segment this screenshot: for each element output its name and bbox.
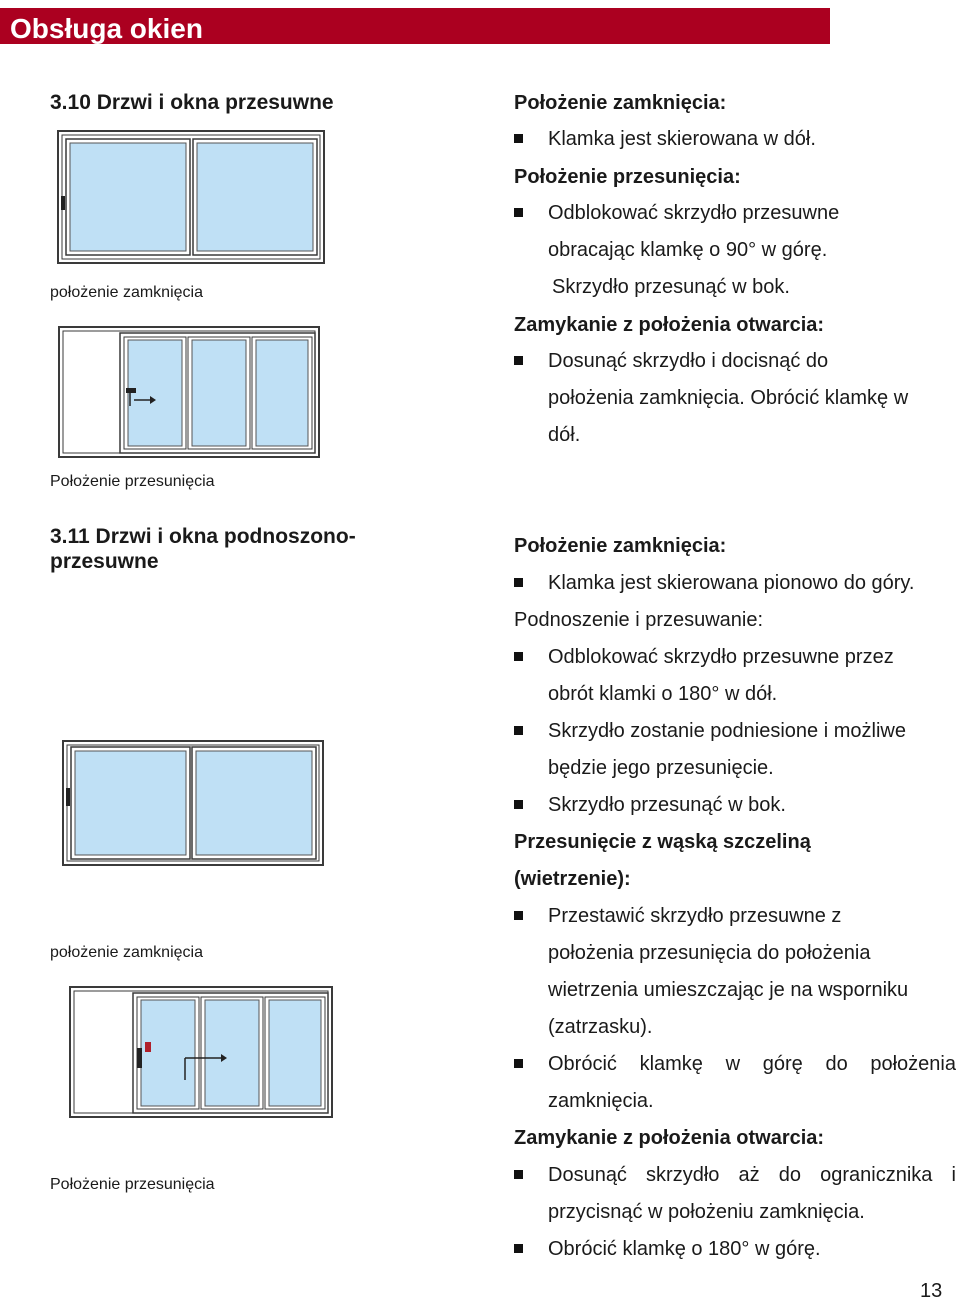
text-closed-3-11: Klamka jest skierowana pionowo do góry. [548, 572, 915, 594]
page-title: Obsługa okien [10, 13, 203, 44]
bullet-marker [514, 356, 523, 365]
text-lift-1b: obrót klamki o 180° w dół. [548, 683, 778, 705]
page-number: 13 [920, 1280, 943, 1302]
text-lift-1a: Odblokować skrzydło przesuwne przez [548, 646, 894, 668]
heading-closed-position: Położenie zamknięcia: [514, 92, 727, 114]
section-title-3-11-line1: 3.11 Drzwi i okna podnoszono- [50, 525, 356, 548]
text-closed-1: Klamka jest skierowana w dół. [548, 128, 816, 150]
text-closing-1c: dół. [548, 424, 581, 446]
text-closing-3-11-2: Obrócić klamkę o 180° w górę. [548, 1238, 821, 1260]
lift-slide-window-closed-figure [62, 740, 324, 866]
heading-ventilation-b: (wietrzenie): [514, 868, 631, 890]
bullet-marker [514, 134, 523, 143]
text-sliding-1b: obracając klamkę o 90° w górę. [548, 239, 828, 261]
bullet-marker [514, 911, 523, 920]
heading-closed-position-3-11: Położenie zamknięcia: [514, 535, 727, 557]
caption-closed-position-3-11: położenie zamknięcia [50, 944, 203, 961]
bullet-marker [514, 726, 523, 735]
text-sliding-1c: Skrzydło przesunąć w bok. [552, 276, 790, 298]
section-header-bar [0, 8, 830, 44]
bullet-marker [514, 800, 523, 809]
heading-lift-and-slide-text: Podnoszenie i przesuwanie: [514, 609, 764, 631]
text-sliding-1a: Odblokować skrzydło przesuwne [548, 202, 840, 224]
text-lift-2a: Skrzydło zostanie podniesione i możliwe [548, 720, 906, 742]
text-vent-1d: (zatrzasku). [548, 1016, 653, 1038]
bullet-marker [514, 1059, 523, 1068]
text-vent-2b: zamknięcia. [548, 1090, 654, 1112]
text-closing-1b: położenia zamknięcia. Obrócić klamkę w [548, 387, 909, 409]
text-vent-2a: Obrócić klamkę w górę do położenia [548, 1053, 956, 1075]
sliding-window-closed-figure [57, 130, 325, 264]
bullet-marker [514, 652, 523, 661]
sliding-window-sliding-figure [58, 326, 320, 458]
lift-slide-window-sliding-figure [69, 986, 333, 1118]
caption-sliding-position-3-11: Położenie przesunięcia [50, 1176, 215, 1193]
text-vent-1b: położenia przesunięcia do położenia [548, 942, 871, 964]
heading-closing-from-open: Zamykanie z położenia otwarcia: [514, 314, 825, 336]
bullet-marker [514, 1170, 523, 1179]
caption-closed-position: położenie zamknięcia [50, 284, 203, 301]
text-vent-1c: wietrzenia umieszczając je na wsporniku [548, 979, 909, 1001]
heading-closing-from-open-3-11: Zamykanie z położenia otwarcia: [514, 1127, 825, 1149]
bullet-marker [514, 1244, 523, 1253]
text-closing-3-11-1b: przycisnąć w położeniu zamknięcia. [548, 1201, 865, 1223]
text-lift-2b: będzie jego przesunięcie. [548, 757, 774, 779]
heading-ventilation-a: Przesunięcie z wąską szczeliną [514, 831, 811, 853]
section-title-3-10: 3.10 Drzwi i okna przesuwne [50, 91, 334, 114]
bullet-marker [514, 578, 523, 587]
heading-sliding-position: Położenie przesunięcia: [514, 166, 741, 188]
text-closing-3-11-1a: Dosunąć skrzydło aż do ogranicznika i [548, 1164, 956, 1186]
heading-lift-and-slide [514, 609, 763, 632]
section-title-3-11-line2: przesuwne [50, 550, 159, 573]
text-vent-1a: Przestawić skrzydło przesuwne z [548, 905, 842, 927]
text-lift-3: Skrzydło przesunąć w bok. [548, 794, 786, 816]
text-closing-1a: Dosunąć skrzydło i docisnąć do [548, 350, 829, 372]
caption-sliding-position: Położenie przesunięcia [50, 473, 215, 490]
bullet-marker [514, 208, 523, 217]
